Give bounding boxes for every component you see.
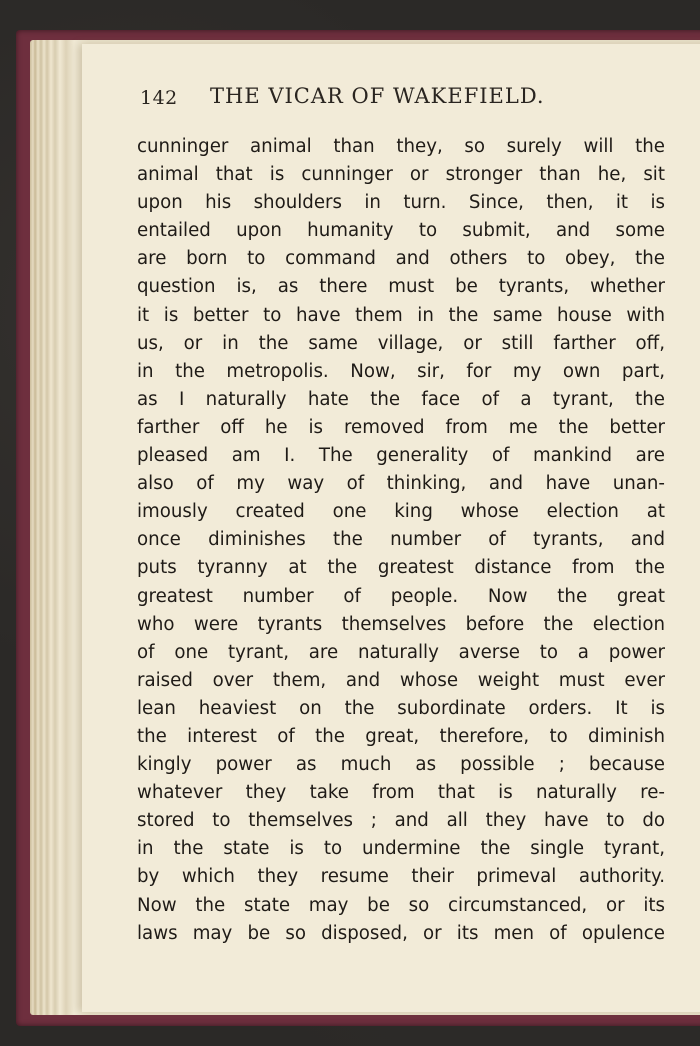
text-line: farther off he is removed from me the better — [137, 416, 665, 438]
text-line: in the state is to undermine the single tyrant, — [137, 838, 665, 860]
body-text — [137, 133, 665, 948]
text-line: are born to command and others to obey, the — [137, 248, 665, 270]
running-title: THE VICAR OF WAKEFIELD. — [210, 84, 545, 108]
text-line: imously created one king whose election at — [137, 501, 665, 523]
text-line: as I naturally hate the face of a tyrant, the — [137, 388, 665, 410]
text-line: question is, as there must be tyrants, whether — [137, 276, 665, 298]
text-line: Now the state may be so circumstanced, or its — [137, 894, 665, 916]
page-header — [140, 84, 620, 117]
text-line: laws may be so disposed, or its men of opulence — [137, 922, 665, 944]
text-line: it is better to have them in the same house with — [137, 304, 665, 326]
text-line: of one tyrant, are naturally averse to a power — [137, 641, 665, 663]
text-line: in the metropolis. Now, sir, for my own part, — [137, 360, 665, 382]
text-line: once diminishes the number of tyrants, and — [137, 529, 665, 551]
text-line: cunninger animal than they, so surely will the — [137, 136, 665, 157]
text-line: the interest of the great, therefore, to diminish — [137, 725, 665, 747]
text-line: puts tyranny at the greatest distance from the — [137, 557, 665, 579]
text-line: entailed upon humanity to submit, and some — [137, 220, 665, 242]
text-line: raised over them, and whose weight must ever — [137, 669, 665, 691]
text-line: whatever they take from that is naturally re- — [137, 782, 665, 804]
text-line: us, or in the same village, or still farther off, — [137, 332, 665, 354]
text-line: upon his shoulders in turn. Since, then, it is — [137, 192, 665, 214]
text-line: by which they resume their primeval authority. — [137, 866, 665, 888]
text-line: kingly power as much as possible ; because — [137, 754, 665, 776]
text-line: stored to themselves ; and all they have to do — [137, 810, 665, 832]
text-line: lean heaviest on the subordinate orders. It is — [137, 697, 665, 719]
text-line: animal that is cunninger or stronger than he, sit — [137, 164, 665, 186]
text-line: greatest number of people. Now the great — [137, 585, 665, 607]
text-line: who were tyrants themselves before the election — [137, 613, 665, 635]
page-number: 142 — [140, 87, 178, 109]
text-line: also of my way of thinking, and have unan- — [137, 473, 665, 495]
text-line: pleased am I. The generality of mankind are — [137, 445, 665, 467]
